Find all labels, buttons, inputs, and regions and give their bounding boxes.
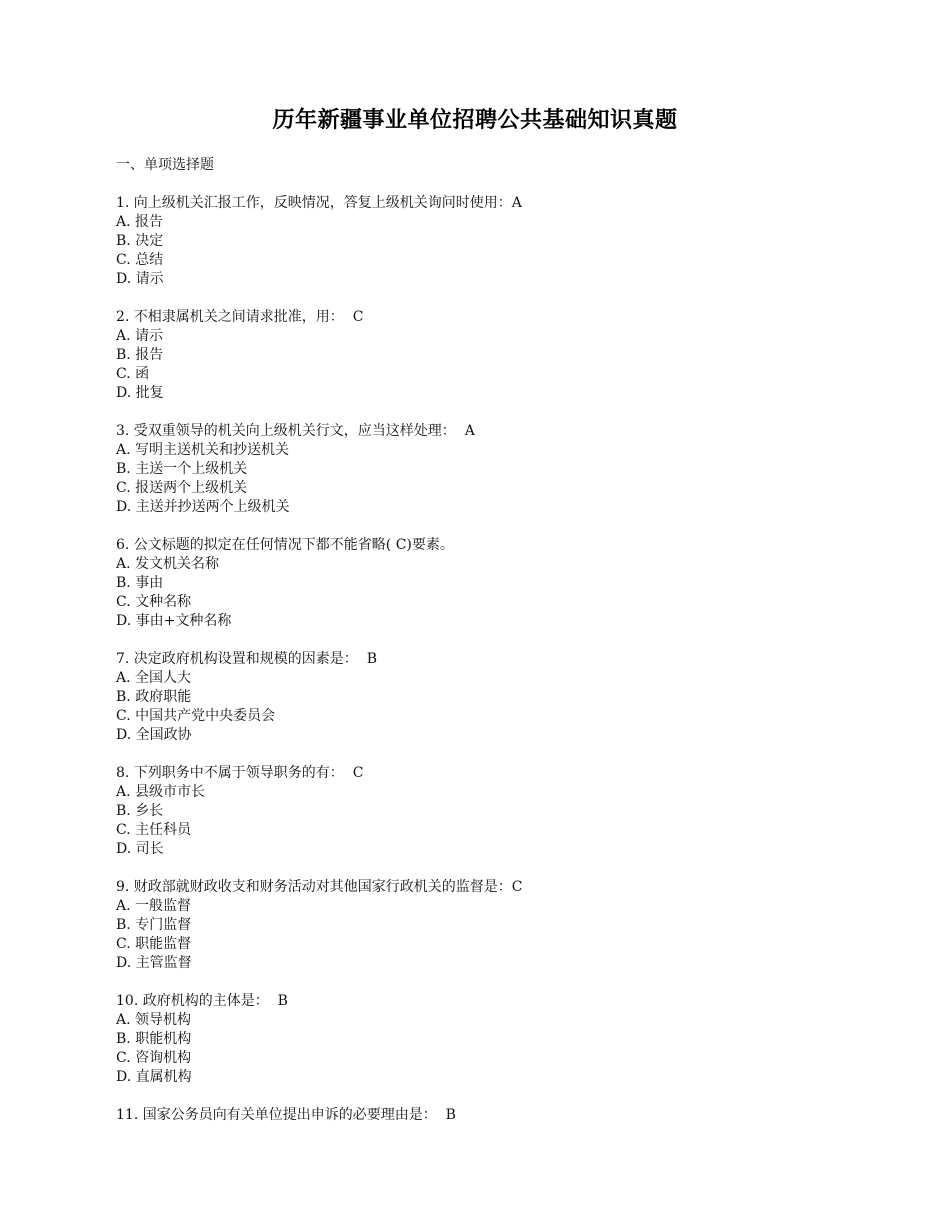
answer-option: D. 事由+文种名称	[116, 613, 232, 629]
question-block	[116, 1106, 876, 1125]
answer-option: C. 咨询机构	[116, 1050, 192, 1066]
question-block	[116, 650, 876, 745]
answer-option: C. 函	[116, 366, 150, 382]
answer-option: A. 写明主送机关和抄送机关	[116, 442, 290, 458]
answer-option: B. 报告	[116, 347, 164, 363]
answer-option: A. 全国人大	[116, 670, 192, 686]
answer-option: C. 报送两个上级机关	[116, 480, 248, 496]
question-block	[116, 308, 876, 403]
answer-option: A. 请示	[116, 328, 164, 344]
answer-option: A. 领导机构	[116, 1012, 192, 1028]
answer-option: B. 乡长	[116, 803, 164, 819]
document-body	[116, 156, 876, 1144]
answer-option: D. 司长	[116, 841, 164, 857]
answer-option: C. 中国共产党中央委员会	[116, 708, 276, 724]
answer-option: A. 一般监督	[116, 898, 192, 914]
answer-option: A. 县级市市长	[116, 784, 206, 800]
question-block	[116, 194, 876, 289]
answer-option: A. 发文机关名称	[116, 556, 220, 572]
answer-option: C. 文种名称	[116, 594, 192, 610]
answer-option: B. 政府职能	[116, 689, 192, 705]
question-block	[116, 992, 876, 1087]
question-stem: 3. 受双重领导的机关向上级机关行文，应当这样处理： A	[116, 423, 475, 439]
question-block	[116, 764, 876, 859]
section-title: 一、单项选择题	[116, 157, 214, 173]
answer-option: D. 主管监督	[116, 955, 192, 971]
answer-option: B. 主送一个上级机关	[116, 461, 248, 477]
answer-option: C. 主任科员	[116, 822, 192, 838]
question-stem: 6. 公文标题的拟定在任何情况下都不能省略( C)要素。	[116, 537, 454, 553]
question-stem: 9. 财政部就财政收支和财务活动对其他国家行政机关的监督是：C	[116, 879, 523, 895]
answer-option: B. 职能机构	[116, 1031, 192, 1047]
answer-option: D. 批复	[116, 385, 164, 401]
answer-option: B. 决定	[116, 233, 164, 249]
question-block	[116, 422, 876, 517]
question-stem: 8. 下列职务中不属于领导职务的有： C	[116, 765, 364, 781]
answer-option: D. 请示	[116, 271, 164, 287]
answer-option: B. 专门监督	[116, 917, 192, 933]
answer-option: B. 事由	[116, 575, 164, 591]
question-stem: 11. 国家公务员向有关单位提出申诉的必要理由是： B	[116, 1107, 456, 1123]
answer-option: C. 总结	[116, 252, 164, 268]
answer-option: D. 全国政协	[116, 727, 192, 743]
answer-option: A. 报告	[116, 214, 164, 230]
question-stem: 1. 向上级机关汇报工作，反映情况，答复上级机关询问时使用：A	[116, 195, 522, 211]
question-stem: 2. 不相隶属机关之间请求批准，用： C	[116, 309, 364, 325]
question-block	[116, 536, 876, 631]
answer-option: D. 主送并抄送两个上级机关	[116, 499, 290, 515]
question-stem: 7. 决定政府机构设置和规模的因素是： B	[116, 651, 377, 667]
answer-option: D. 直属机构	[116, 1069, 192, 1085]
document-title: 历年新疆事业单位招聘公共基础知识真题	[272, 108, 678, 133]
question-block	[116, 878, 876, 973]
question-stem: 10. 政府机构的主体是： B	[116, 993, 288, 1009]
answer-option: C. 职能监督	[116, 936, 192, 952]
